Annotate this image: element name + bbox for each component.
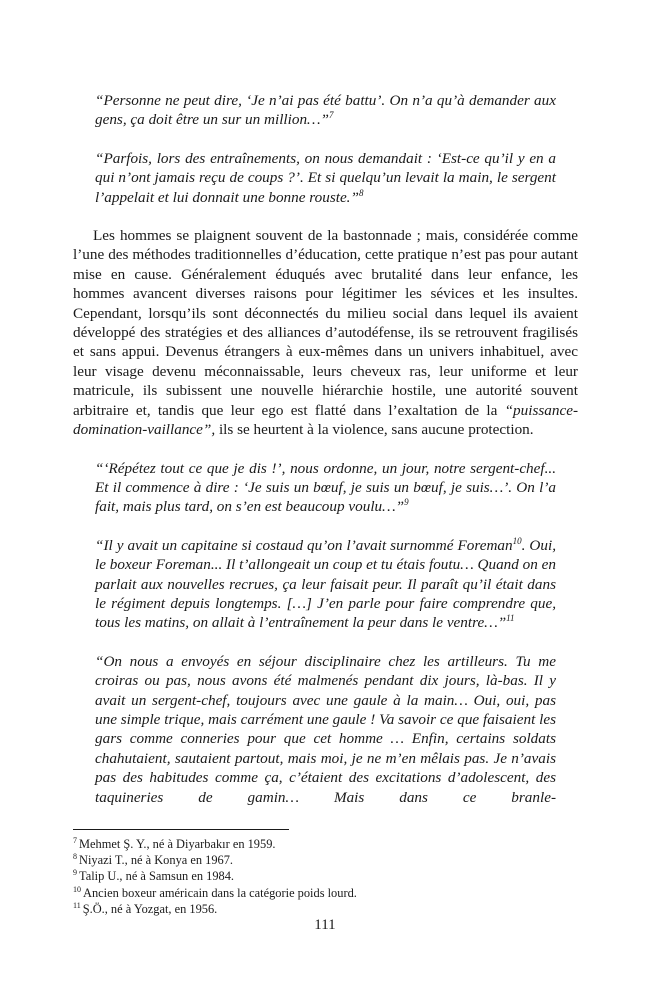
footnotes bbox=[73, 829, 578, 917]
quote-block: “‘Répétez tout ce que je dis !’, nous ordonne, un jour, notre sergent-chef... Et il commence à dire : ‘Je suis un bœuf, je suis un bœuf, je suis…’. On l’a fait, mais plus tard, on s’en est beaucoup voulu…”$^9$ bbox=[95, 459, 556, 516]
page-body bbox=[73, 91, 578, 826]
body-paragraph: Les hommes se plaignent souvent de la bastonnade ; mais, considérée comme l’une des méthodes traditionnelles d’éducation, cette pratique n’est pas pour autant mise en cause. Généralement éduqués avec brutalité dans leur enfance, les hommes avancent diverses raisons pour légitimer les sévices et les insultes. Cependant, lorsqu’ils sont déconnectés du milieu social dans lequel ils avaient développé des stratégies et des alliances d’autodéfense, ils se retrouvent fragilisés et sans appui. Devenus étrangers à eux-mêmes dans un univers inhabituel, avec leur visage devenu méconnaissable, leurs cheveux ras, leur uniforme et leur matricule, ils subissent une nouvelle hiérarchie hostile, une autorité souvent arbitraire et, tandis que leur ego est flatté dans l’exaltation de la “puissance-domination-vaillance”, ils se heurtent à la violence, sans aucune protection. bbox=[73, 227, 578, 439]
footnote-ref[interactable]: 8 bbox=[358, 187, 364, 198]
quote-block: “Personne ne peut dire, ‘Je n’ai pas été battu’. On n’a qu’à demander aux gens, ça doit être un sur un million…”$^7$ bbox=[95, 92, 556, 129]
footnote: $^{10}$ Ancien boxeur américain dans la catégorie poids lourd. bbox=[73, 884, 357, 900]
footnote-divider bbox=[73, 829, 289, 830]
emphasis-phrase: “puissance-domination-vaillance”, bbox=[73, 401, 578, 439]
footnote: $^{11}$ Ş.Ö., né à Yozgat, en 1956. bbox=[73, 900, 218, 916]
page-number: 111 bbox=[314, 917, 336, 933]
footnote-ref[interactable]: 7 bbox=[329, 110, 334, 121]
footnote: $^7$ Mehmet Ş. Y., né à Diyarbakır en 1959. bbox=[73, 836, 276, 851]
footnote: $^9$ Talip U., né à Samsun en 1984. bbox=[73, 868, 235, 884]
quote-block: “On nous a envoyés en séjour disciplinaire chez les artilleurs. Tu me croiras ou pas, nous avons été malmenés pendant dix jours, là-bas. Il y avait un sergent-chef, toujours avec une gaule à la main… Oui, oui, pas une simple trique, mais carrément une gaule ! Va savoir ce que faisaient les gars comme conneries pour que cet homme … Enfin, certains soldats chahutaient, sautaient partout, mais moi, je ne m’en mêlais pas. Je n’avais pas des habitudes comme ça, c’étaient des excitations d’adolescent, des taquineries de gamin… Mais dans ce branle- bbox=[95, 652, 556, 806]
footnote-ref[interactable]: 9 bbox=[404, 497, 409, 508]
footnote-ref[interactable]: 10 bbox=[512, 535, 522, 546]
quote-block: “Il y avait un capitaine si costaud qu’on l’avait surnommé Foreman$^{10}$. Oui, le boxeur Foreman... Il t’allongeait un coup et tu étais foutu… Quand on en parlait aux nouvelles recrues, ça leur faisait peur. Il paraît qu’il était dans le régiment depuis longtemps. […] J’en parle pour faire comprendre que, tous les matins, on allait à l’entraînement la peur dans le ventre…”$^{11}$ bbox=[95, 535, 556, 632]
footnote: $^8$ Niyazi T., né à Konya en 1967. bbox=[73, 852, 234, 868]
footnote-ref[interactable]: 11 bbox=[506, 613, 515, 624]
quote-block: “Parfois, lors des entraînements, on nous demandait : ‘Est-ce qu’il y en a qui n’ont jamais reçu de coups ?’. Et si quelqu’un levait la main, le sergent l’appelait et lui donnait une bonne rouste.”$^8$ bbox=[95, 149, 556, 206]
